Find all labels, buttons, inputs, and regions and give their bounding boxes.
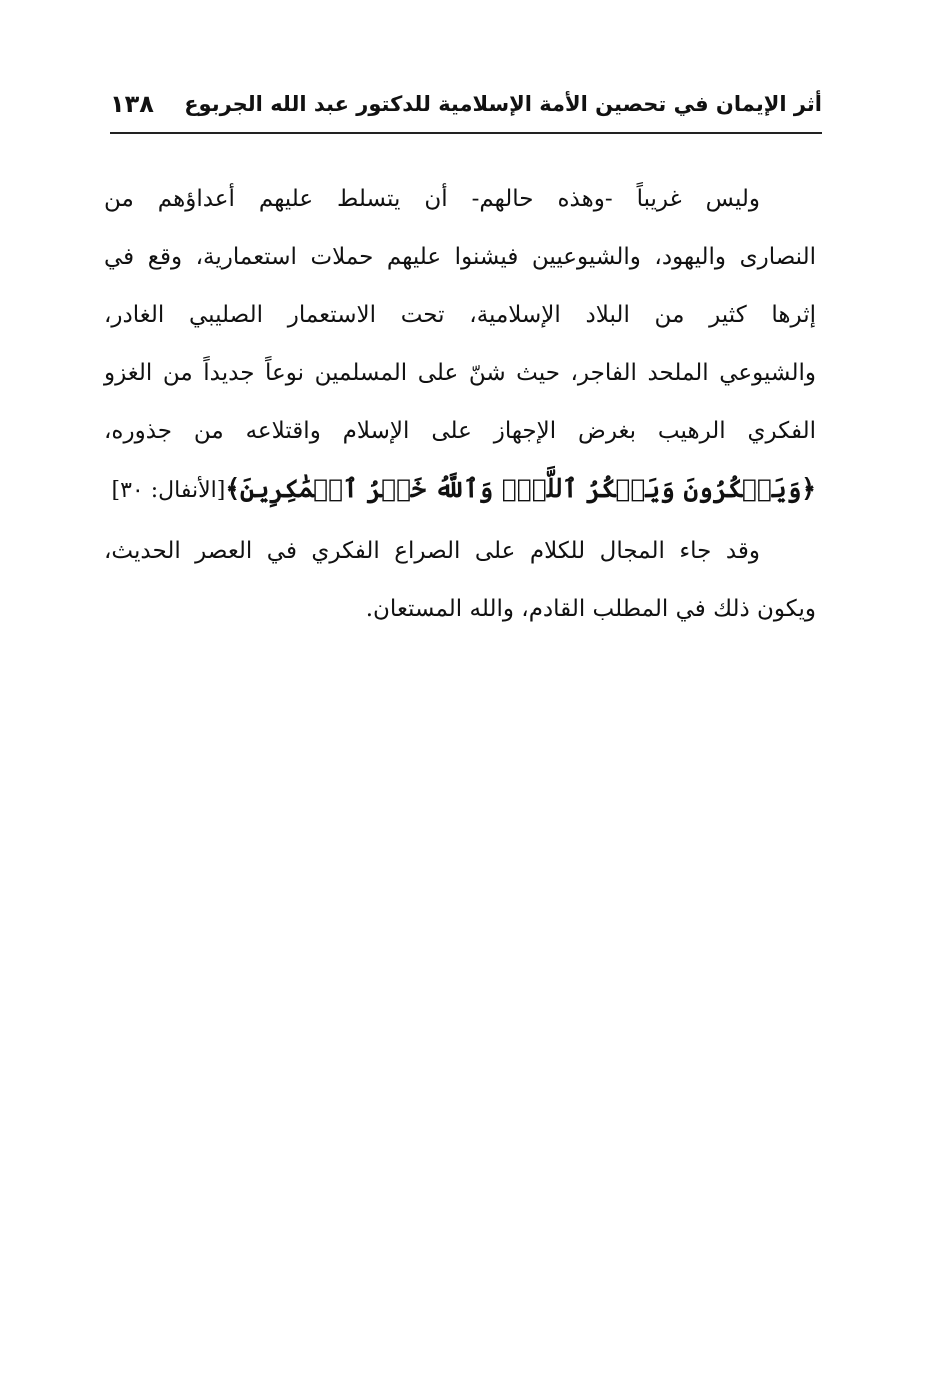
text-line: الفكري الرهيب بغرض الإجهاز على الإسلام واقتلاعه من جذوره، [104,418,816,444]
body-text [104,170,816,638]
header-divider [110,132,822,134]
text-line: ويكون ذلك في المطلب القادم، والله المستعان. [365,596,816,622]
page-header [110,88,822,130]
paragraph-1 [104,170,816,518]
text-line: وقد جاء المجال للكلام على الصراع الفكري في العصر الحديث، [104,538,760,564]
paragraph-2 [104,522,816,638]
text-line: وليس غريباً -وهذه حالهم- أن يتسلط عليهم أعداؤهم من [104,186,760,212]
text-line: إثرها كثير من البلاد الإسلامية، تحت الاستعمار الصليبي الغادر، [104,302,816,328]
page-number: ١٣٨ [110,90,154,118]
running-title: أثر الإيمان في تحصين الأمة الإسلامية للدكتور عبد الله الجربوع [184,92,822,116]
text-line: والشيوعي الملحد الفاجر، حيث شنّ على المسلمين نوعاً جديداً من الغزو [104,360,816,386]
quran-verse: ﴿وَيَمۡكُرُونَ وَيَمۡكُرُ ٱللَّهُۖ وَٱللَّهُ خَيۡرُ ٱلۡمَٰكِرِينَ﴾ [225,474,816,503]
quran-verse-line [104,460,816,518]
text-line: النصارى واليهود، والشيوعيين فيشنوا عليهم حملات استعمارية، وقع في [104,244,816,270]
verse-reference: [الأنفال: ٣٠] [111,478,226,503]
